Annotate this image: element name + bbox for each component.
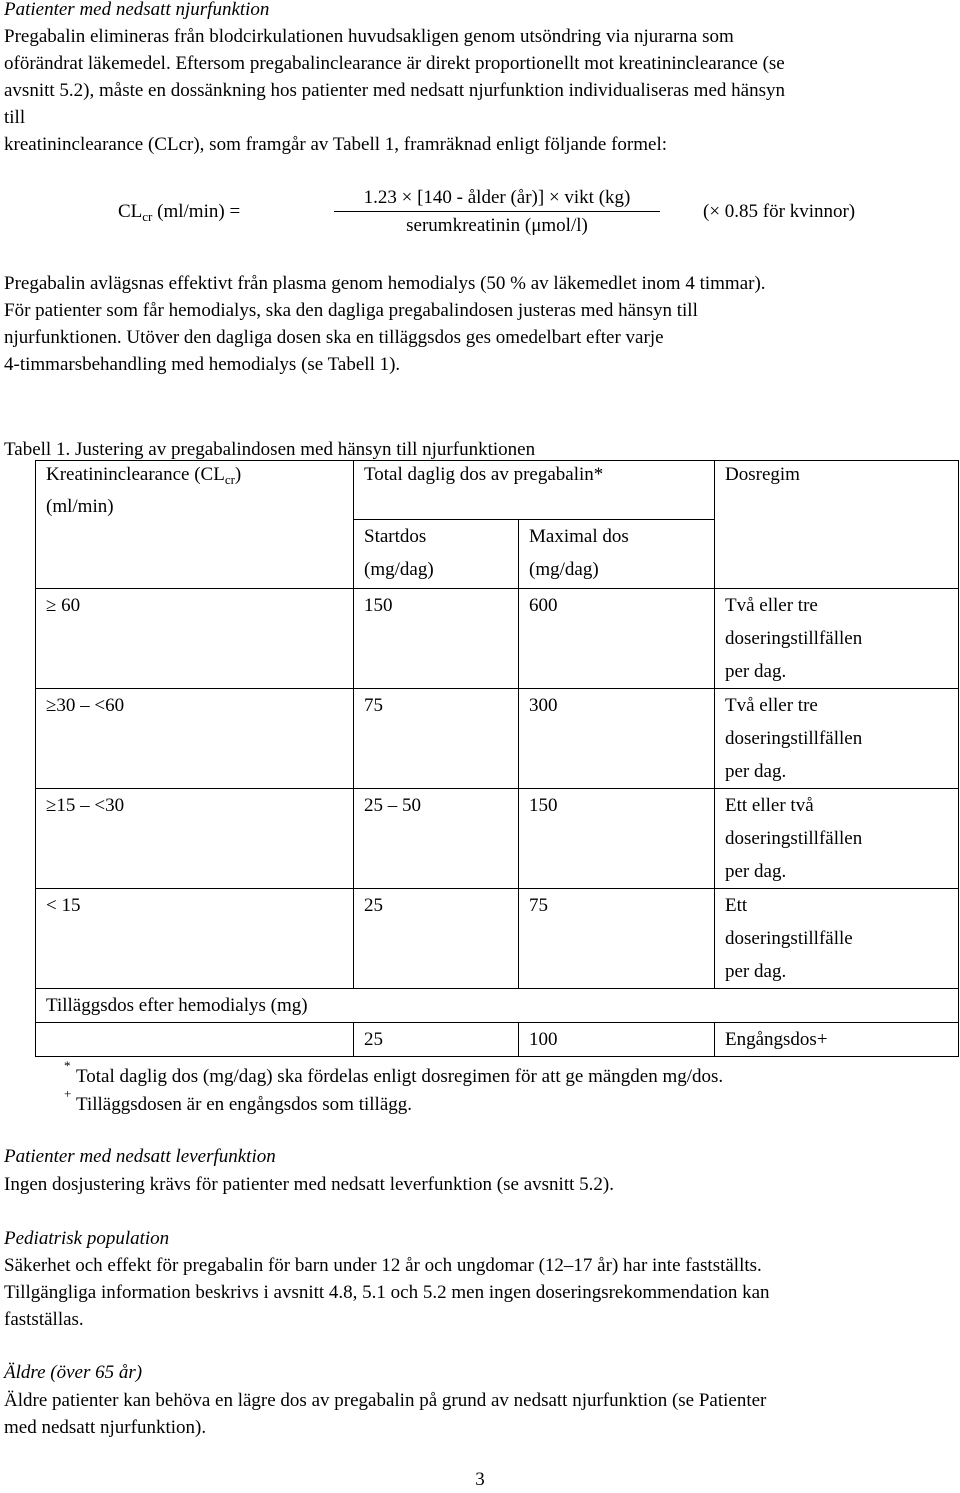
header-regimen: Dosregim xyxy=(715,461,959,589)
table-row-supplement xyxy=(36,1023,959,1057)
cell-regimen: Två eller tre doseringstillfällen per dag. xyxy=(715,589,959,689)
cell-empty xyxy=(36,1023,354,1057)
cell-start: 25 xyxy=(354,1023,519,1057)
header-max-dose: Maximal dos (mg/dag) xyxy=(519,520,715,589)
table-row-supplement-label xyxy=(36,989,959,1023)
text-line: Tillgängliga information beskrivs i avsnitt 4.8, 5.1 och 5.2 men ingen doseringsrekommendation kan xyxy=(4,1282,770,1303)
footnote-mark: + xyxy=(64,1086,72,1101)
cell-max: 75 xyxy=(519,889,715,989)
formula-denominator: serumkreatinin (μmol/l) xyxy=(406,215,588,236)
table-row xyxy=(36,689,959,789)
text-line: Pregabalin avlägsnas effektivt från plasma genom hemodialys (50 % av läkemedlet inom 4 timmar). xyxy=(4,273,766,294)
cell-clearance: ≥ 60 xyxy=(36,589,354,689)
cell-max: 150 xyxy=(519,789,715,889)
cell-regimen: Två eller tre doseringstillfällen per dag. xyxy=(715,689,959,789)
table-row xyxy=(36,589,959,689)
header-start-dose: Startdos (mg/dag) xyxy=(354,520,519,589)
cell-clearance: ≥30 – <60 xyxy=(36,689,354,789)
cell-regimen: Engångsdos+ xyxy=(715,1023,959,1057)
text-line: avsnitt 5.2), måste en dossänkning hos patienter med nedsatt njurfunktion individualiseras med hänsyn xyxy=(4,80,785,101)
text-line: njurfunktionen. Utöver den dagliga dosen ska en tilläggsdos ges omedelbart efter varje xyxy=(4,327,664,348)
cell-regimen: Ett eller två doseringstillfällen per dag. xyxy=(715,789,959,889)
cell-max: 100 xyxy=(519,1023,715,1057)
footnote-total-dose: Total daglig dos (mg/dag) ska fördelas enligt dosregimen för att ge mängden mg/dos. xyxy=(76,1066,724,1087)
cell-supplement-label: Tilläggsdos efter hemodialys (mg) xyxy=(36,989,959,1023)
section-heading-hepatic: Patienter med nedsatt leverfunktion xyxy=(4,1146,276,1167)
table-row xyxy=(36,789,959,889)
paragraph-hepatic: Ingen dosjustering krävs för patienter med nedsatt leverfunktion (se avsnitt 5.2). xyxy=(4,1174,614,1195)
text-line: Säkerhet och effekt för pregabalin för barn under 12 år och ungdomar (12–17 år) har inte fastställts. xyxy=(4,1255,762,1276)
header-clearance: Kreatininclearance $(CL_{cr})$ (ml/min) xyxy=(36,461,354,589)
text-line: oförändrat läkemedel. Eftersom pregabalinclearance är direkt proportionellt mot kreatininclearance (se xyxy=(4,53,785,74)
text-line: För patienter som får hemodialys, ska den dagliga pregabalindosen justeras med hänsyn till xyxy=(4,300,698,321)
table-caption: Tabell 1. Justering av pregabalindosen med hänsyn till njurfunktionen xyxy=(4,439,536,460)
dose-table xyxy=(35,460,959,1057)
formula-numerator: 1.23 × [140 - ålder (år)] × vikt (kg) xyxy=(363,187,631,208)
table-row xyxy=(36,889,959,989)
cell-start: 75 xyxy=(354,689,519,789)
text-line: med nedsatt njurfunktion). xyxy=(4,1417,207,1438)
cell-start: 25 xyxy=(354,889,519,989)
text-line: kreatininclearance (CLcr), som framgår av Tabell 1, framräknad enligt följande formel: xyxy=(4,134,668,155)
formula-lhs: $CL_{cr}$ (ml/min) = xyxy=(118,201,241,224)
text-line: Pregabalin elimineras från blodcirkulationen huvudsakligen genom utsöndring via njurarna som xyxy=(4,26,734,47)
text-line: 4-timmarsbehandling med hemodialys (se Tabell 1). xyxy=(4,354,401,375)
paragraph-pediatric xyxy=(4,1252,942,1333)
cell-start: 150 xyxy=(354,589,519,689)
cell-max: 300 xyxy=(519,689,715,789)
page-number: 3 xyxy=(475,1469,485,1490)
cell-clearance: < 15 xyxy=(36,889,354,989)
footnote-mark: * xyxy=(64,1058,71,1073)
text-line: till xyxy=(4,107,26,128)
text-line: Äldre patienter kan behöva en lägre dos av pregabalin på grund av nedsatt njurfunktion (se Patienter xyxy=(4,1390,767,1411)
paragraph-renal-intro xyxy=(4,23,942,158)
text-line: fastställas. xyxy=(4,1309,84,1330)
paragraph-hemodialysis xyxy=(4,270,942,378)
cell-start: 25 – 50 xyxy=(354,789,519,889)
section-heading-renal: Patienter med nedsatt njurfunktion xyxy=(4,0,270,20)
section-heading-elderly: Äldre (över 65 år) xyxy=(4,1362,143,1383)
formula-female-factor: (× 0.85 för kvinnor) xyxy=(703,201,856,222)
cell-clearance: ≥15 – <30 xyxy=(36,789,354,889)
cell-regimen: Ett doseringstillfälle per dag. xyxy=(715,889,959,989)
footnote-supplement: Tilläggsdosen är en engångsdos som tillägg. xyxy=(76,1094,412,1115)
table-header-row xyxy=(36,461,959,520)
cell-max: 600 xyxy=(519,589,715,689)
section-heading-pediatric: Pediatrisk population xyxy=(4,1228,170,1249)
paragraph-elderly xyxy=(4,1387,942,1441)
header-total-dose: Total daglig dos av pregabalin* xyxy=(354,461,715,520)
